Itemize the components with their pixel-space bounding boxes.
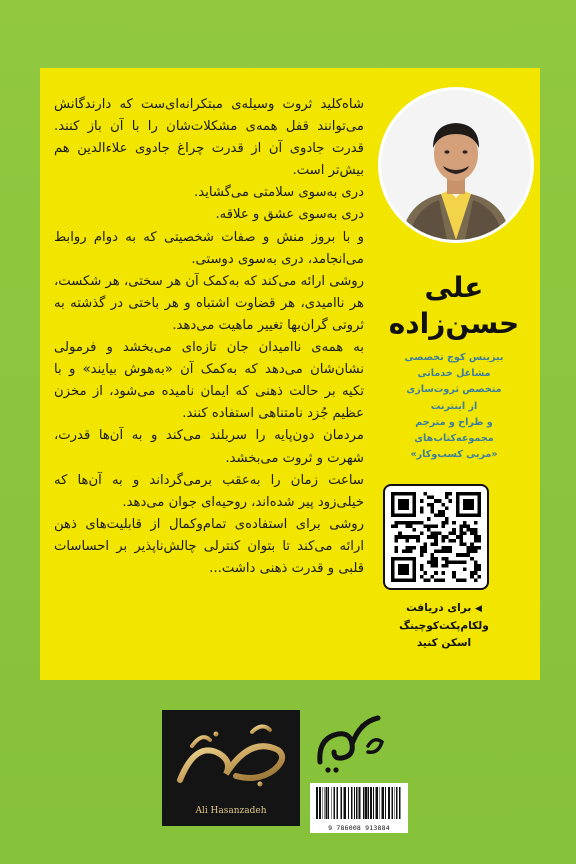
signature-logo-icon (162, 710, 300, 800)
barcode-icon (310, 783, 408, 823)
scan-line: برای دریافت (406, 602, 472, 614)
bio-line: مجموعه‌کتاب‌های (414, 433, 494, 445)
qr-code-icon (391, 492, 481, 582)
publisher-logo-icon (312, 708, 388, 778)
brand-latin-name: Ali Hasanzadeh (195, 806, 267, 816)
scan-line: اسکن کنید (416, 637, 472, 649)
bio-line: و طراح و مترجم (415, 416, 493, 428)
blurb-paragraph: دری به‌سوی سلامتی می‌گشاید. (194, 185, 364, 201)
blurb-paragraph: مردمان دون‌پایه را سربلند می‌کند و به آن‌ها قدرت، شهرت و ثروت می‌بخشد. (54, 428, 364, 466)
bio-line: «مربی کسب‌وکار» (410, 449, 498, 461)
blurb-text (54, 94, 364, 666)
blurb-paragraph: و با بروز منش و صفات شخصیتی که به دوام روابط می‌انجامد، دری به‌سوی دوستی. (54, 229, 364, 267)
scan-line: ولکام‌پکت‌کوچینگ (399, 620, 489, 632)
author-photo (381, 90, 531, 240)
publisher-logo (312, 708, 388, 778)
arrow-left-icon: ◀ (475, 604, 482, 614)
blurb-paragraph: دری به‌سوی عشق و علاقه. (215, 207, 364, 223)
qr-code[interactable] (383, 484, 489, 590)
blurb-paragraph: شاه‌کلید ثروت وسیله‌ی مبتکرانه‌ای‌ست که دارندگانش می‌توانند قفل همه‌ی مشکلات‌شان را با آن باز کنند. قدرت جادوی آن از قدرت چراغ جادوی علاءالدین هم بیش‌تر است. (54, 97, 364, 179)
author-bio (380, 350, 528, 463)
bio-line: مشاغل خدماتی (417, 368, 491, 380)
author-portrait-icon (381, 90, 531, 240)
qr-scan-instructions (382, 600, 506, 652)
author-brand-logo (162, 710, 300, 826)
blurb-paragraph: روشی برای استفاده‌ی تمام‌وکمال از قابلیت‌های ذهن ارائه می‌کند تا بتوان کنترلی چالش‌ناپذیر بر احساسات قلبی و قدرت ذهنی داشت... (54, 516, 364, 576)
blurb-paragraph: به همه‌ی ناامیدان جان تازه‌ای می‌بخشد و فرمولی نشان‌شان می‌دهد که به‌کمک آن «به‌هوش بیایند» و با تکیه بر حالت ذهنی که ایمان نامیده می‌شود، از مخزن عظیم جُزد نامتناهی استفاده کنند. (54, 340, 364, 422)
bio-line: متخصص ثروت‌سازی (406, 384, 502, 396)
bio-line: از اینترنت (430, 400, 478, 412)
author-first-name: علی (424, 271, 484, 304)
author-last-name: حسن‌زاده (388, 307, 520, 340)
blurb-paragraph: روشی ارائه می‌کند که به‌کمک آن هر سختی، هر شکست، هر ناامیدی، هر قضاوت اشتباه و هر باختی در گذشته به ثروتی گران‌بها تغییر ماهیت می‌دهد. (54, 273, 364, 333)
isbn-barcode (310, 783, 408, 833)
bio-line: بیزینس کوچ تخصصی (404, 352, 504, 363)
blurb-paragraph: ساعت زمان را به‌عقب برمی‌گرداند و به آن‌ها که خیلی‌زود پیر شده‌اند، روحیه‌ای جوان می‌دهد. (54, 472, 364, 510)
isbn-number: 9 786008 913884 (328, 824, 390, 832)
